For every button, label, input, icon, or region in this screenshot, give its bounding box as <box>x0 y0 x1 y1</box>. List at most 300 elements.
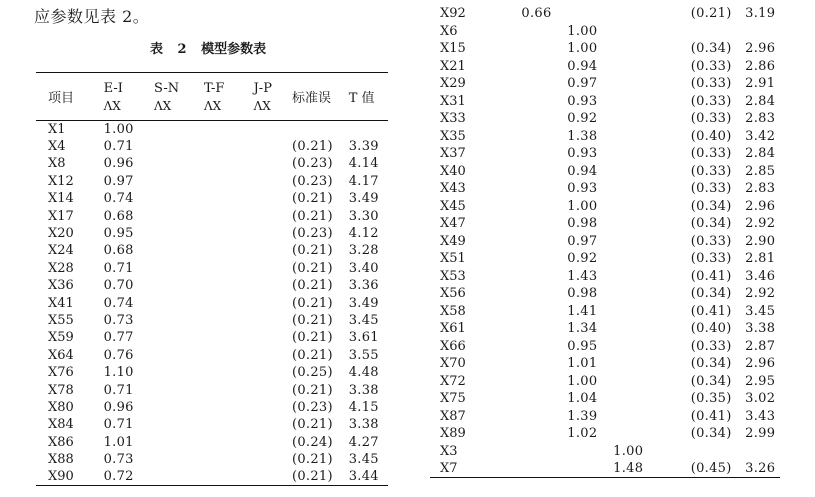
row-item: X58 <box>440 303 466 319</box>
table-row <box>36 381 388 398</box>
row-standard-error: (0.23) <box>291 156 333 172</box>
row-jp-value <box>659 320 691 338</box>
row-tf-value <box>613 145 659 163</box>
table-row <box>430 5 780 23</box>
row-t-value: 2.85 <box>745 163 776 179</box>
row-standard-error: (0.21) <box>291 417 333 433</box>
row-jp-value <box>659 390 691 408</box>
table-row <box>36 277 388 294</box>
row-ei-value <box>521 460 567 478</box>
row-sn-value: 0.97 <box>567 233 598 249</box>
row-tf-value <box>613 408 659 426</box>
header-item: 项目 <box>36 73 104 121</box>
table-row <box>36 294 388 311</box>
row-jp-value <box>659 285 691 303</box>
row-jp-value <box>659 58 691 76</box>
row-tf-value <box>204 260 254 277</box>
row-t-value: 2.96 <box>745 41 776 57</box>
row-tf-value <box>613 320 659 338</box>
row-item: X24 <box>48 243 74 259</box>
row-standard-error: (0.21) <box>291 382 333 398</box>
row-tf-value <box>204 416 254 433</box>
row-t-value: 3.38 <box>348 417 379 433</box>
row-item: X84 <box>48 417 74 433</box>
intro-text: 应参数见表 2。 <box>34 7 150 26</box>
row-ei-value: 0.97 <box>103 173 134 189</box>
row-ei-value: 0.73 <box>103 312 134 328</box>
row-ei-value: 0.70 <box>103 278 134 294</box>
row-t-value: 3.02 <box>745 391 776 407</box>
row-t-value: 2.83 <box>745 181 776 197</box>
row-jp-value <box>254 173 292 190</box>
row-standard-error: (0.33) <box>690 111 732 127</box>
row-sn-value: 1.00 <box>567 23 598 39</box>
row-standard-error <box>292 121 349 138</box>
row-t-value: 3.45 <box>348 312 379 328</box>
row-standard-error: (0.41) <box>690 408 732 424</box>
header-tf <box>204 73 254 121</box>
row-t-value: 2.87 <box>745 338 776 354</box>
row-tf-value <box>204 207 254 224</box>
row-tf-value <box>613 390 659 408</box>
row-jp-value <box>254 364 292 381</box>
row-sn-value <box>567 460 613 478</box>
row-sn-value <box>154 468 204 485</box>
table-row <box>36 364 388 381</box>
row-ei-value <box>521 303 567 321</box>
row-item: X75 <box>440 391 466 407</box>
row-jp-value <box>659 40 691 58</box>
row-t-value: 2.84 <box>745 146 776 162</box>
header-sn-top: S-N <box>153 80 180 96</box>
row-item: X87 <box>440 408 466 424</box>
row-item: X78 <box>48 382 74 398</box>
row-item: X86 <box>48 434 74 450</box>
row-standard-error: (0.33) <box>690 93 732 109</box>
row-ei-value <box>521 320 567 338</box>
header-sn-sub: ΛX <box>153 98 172 113</box>
row-tf-value <box>613 180 659 198</box>
table-row <box>430 75 780 93</box>
table-row <box>430 338 780 356</box>
row-t-value: 3.28 <box>348 243 379 259</box>
row-tf-value <box>204 434 254 451</box>
row-tf-value <box>613 233 659 251</box>
row-t-value: 2.91 <box>745 76 776 92</box>
row-standard-error: (0.34) <box>690 426 732 442</box>
table-row <box>430 233 780 251</box>
row-tf-value <box>204 225 254 242</box>
row-jp-value <box>254 155 292 172</box>
row-standard-error <box>691 443 745 461</box>
table-row <box>430 460 780 478</box>
row-item: X53 <box>440 268 466 284</box>
row-t-value: 3.49 <box>348 295 379 311</box>
row-item: X66 <box>440 338 466 354</box>
row-sn-value: 1.39 <box>567 408 598 424</box>
row-standard-error: (0.40) <box>690 128 732 144</box>
row-tf-value <box>613 58 659 76</box>
row-standard-error: (0.21) <box>291 208 333 224</box>
row-t-value: 4.17 <box>348 173 379 189</box>
row-standard-error: (0.33) <box>690 58 732 74</box>
row-ei-value: 0.72 <box>103 469 134 485</box>
table-row <box>430 128 780 146</box>
row-ei-value <box>521 163 567 181</box>
row-tf-value <box>613 215 659 233</box>
parameter-table-right <box>430 5 780 478</box>
row-tf-value <box>204 190 254 207</box>
row-tf-value <box>204 294 254 311</box>
row-jp-value <box>659 408 691 426</box>
table-row <box>430 303 780 321</box>
row-ei-value <box>521 233 567 251</box>
table-row <box>36 242 388 259</box>
row-sn-value: 1.02 <box>567 426 598 442</box>
row-t-value <box>745 443 780 461</box>
row-standard-error: (0.34) <box>690 373 732 389</box>
table-row <box>36 329 388 346</box>
row-ei-value <box>521 250 567 268</box>
row-jp-value <box>659 338 691 356</box>
row-sn-value <box>154 190 204 207</box>
row-standard-error: (0.34) <box>690 356 732 372</box>
row-t-value: 3.38 <box>348 382 379 398</box>
row-t-value: 3.36 <box>348 278 379 294</box>
row-ei-value <box>521 40 567 58</box>
row-jp-value <box>254 312 292 329</box>
row-ei-value <box>521 145 567 163</box>
row-standard-error: (0.23) <box>291 173 333 189</box>
row-ei-value <box>521 268 567 286</box>
row-jp-value <box>659 128 691 146</box>
row-sn-value <box>154 138 204 155</box>
row-ei-value <box>521 373 567 391</box>
row-t-value: 3.19 <box>745 6 776 22</box>
row-ei-value <box>521 408 567 426</box>
row-standard-error: (0.25) <box>291 365 333 381</box>
row-t-value: 3.44 <box>348 469 379 485</box>
row-t-value: 4.15 <box>348 399 379 415</box>
table-row <box>430 198 780 216</box>
row-jp-value <box>254 347 292 364</box>
table-row <box>36 121 388 138</box>
row-standard-error: (0.41) <box>690 268 732 284</box>
row-item: X12 <box>48 173 74 189</box>
row-ei-value: 0.71 <box>103 417 134 433</box>
row-sn-value: 1.00 <box>567 373 598 389</box>
row-tf-value <box>613 250 659 268</box>
header-tf-sub: ΛX <box>203 98 222 113</box>
row-jp-value <box>254 277 292 294</box>
row-sn-value: 1.34 <box>567 321 598 337</box>
row-ei-value: 0.77 <box>103 330 134 346</box>
table-row <box>36 155 388 172</box>
row-standard-error: (0.21) <box>291 452 333 468</box>
row-t-value: 3.49 <box>348 191 379 207</box>
row-ei-value <box>521 180 567 198</box>
row-item: X8 <box>48 156 66 172</box>
row-ei-value: 0.95 <box>103 226 134 242</box>
right-table-body <box>430 5 780 478</box>
row-ei-value: 0.68 <box>103 243 134 259</box>
row-t-value: 3.30 <box>348 208 379 224</box>
row-item: X88 <box>48 452 74 468</box>
row-t-value: 4.12 <box>348 226 379 242</box>
row-tf-value: 1.48 <box>613 461 644 476</box>
row-tf-value <box>204 329 254 346</box>
row-t-value: 3.46 <box>745 268 776 284</box>
row-standard-error: (0.33) <box>690 76 732 92</box>
row-item: X55 <box>48 312 74 328</box>
row-t-value: 3.55 <box>348 347 379 363</box>
row-item: X43 <box>440 181 466 197</box>
table-row <box>36 434 388 451</box>
row-ei-value <box>521 128 567 146</box>
row-sn-value: 0.98 <box>567 216 598 232</box>
row-t-value: 2.84 <box>745 93 776 109</box>
row-jp-value <box>659 303 691 321</box>
row-standard-error: (0.24) <box>291 434 333 450</box>
row-ei-value: 1.10 <box>103 365 134 381</box>
row-item: X4 <box>48 139 66 155</box>
row-ei-value: 0.71 <box>103 260 134 276</box>
row-sn-value: 0.95 <box>567 338 598 354</box>
row-item: X72 <box>440 373 466 389</box>
table-row <box>430 145 780 163</box>
row-t-value: 3.61 <box>348 330 379 346</box>
row-standard-error: (0.33) <box>690 163 732 179</box>
table-row <box>36 468 388 485</box>
row-ei-value: 0.68 <box>103 208 134 224</box>
row-item: X64 <box>48 347 74 363</box>
row-standard-error: (0.33) <box>690 233 732 249</box>
row-tf-value <box>204 242 254 259</box>
row-t-value: 2.95 <box>745 373 776 389</box>
row-ei-value: 1.01 <box>103 434 134 450</box>
row-standard-error: (0.23) <box>291 399 333 415</box>
row-item: X90 <box>48 469 74 485</box>
row-tf-value <box>613 355 659 373</box>
row-tf-value <box>204 138 254 155</box>
row-tf-value <box>204 381 254 398</box>
row-sn-value <box>154 434 204 451</box>
table-row <box>430 23 780 41</box>
row-t-value: 3.43 <box>745 408 776 424</box>
header-se: 标准误 <box>292 73 349 121</box>
row-ei-value <box>521 93 567 111</box>
row-item: X20 <box>48 226 74 242</box>
header-ei-top: E-I <box>103 80 123 96</box>
row-ei-value: 0.96 <box>103 156 134 172</box>
row-jp-value <box>659 215 691 233</box>
table-row <box>430 110 780 128</box>
row-sn-value: 0.92 <box>567 251 598 267</box>
row-standard-error: (0.33) <box>690 181 732 197</box>
table-row <box>430 93 780 111</box>
row-ei-value <box>521 338 567 356</box>
row-ei-value <box>521 198 567 216</box>
row-tf-value <box>204 121 254 138</box>
row-item: X37 <box>440 146 466 162</box>
row-standard-error <box>691 23 745 41</box>
row-ei-value: 0.66 <box>521 6 552 22</box>
row-sn-value: 0.93 <box>567 93 598 109</box>
row-standard-error: (0.21) <box>291 278 333 294</box>
row-jp-value <box>254 207 292 224</box>
row-sn-value: 1.00 <box>567 198 598 214</box>
row-ei-value <box>521 110 567 128</box>
row-tf-value <box>613 163 659 181</box>
row-ei-value: 0.73 <box>103 452 134 468</box>
row-standard-error: (0.40) <box>690 321 732 337</box>
row-jp-value <box>254 451 292 468</box>
row-sn-value <box>154 121 204 138</box>
row-tf-value <box>613 373 659 391</box>
header-jp-sub: ΛX <box>253 98 271 113</box>
row-standard-error: (0.21) <box>291 243 333 259</box>
row-sn-value <box>567 443 613 461</box>
row-tf-value <box>204 173 254 190</box>
row-standard-error: (0.33) <box>690 251 732 267</box>
row-sn-value <box>567 5 613 23</box>
row-tf-value <box>204 312 254 329</box>
row-item: X17 <box>48 208 74 224</box>
row-item: X76 <box>48 365 74 381</box>
table-caption: 表 2 模型参数表 <box>150 42 267 57</box>
row-standard-error: (0.33) <box>690 338 732 354</box>
row-jp-value <box>254 260 292 277</box>
row-standard-error: (0.45) <box>690 461 732 476</box>
row-jp-value <box>659 373 691 391</box>
row-tf-value <box>613 128 659 146</box>
row-item: X3 <box>440 443 458 459</box>
row-tf-value <box>613 110 659 128</box>
row-t-value: 3.45 <box>348 452 379 468</box>
row-sn-value: 0.94 <box>567 163 598 179</box>
table-row <box>36 347 388 364</box>
table-row <box>430 373 780 391</box>
row-standard-error: (0.21) <box>291 312 333 328</box>
row-jp-value <box>659 145 691 163</box>
row-item: X49 <box>440 233 466 249</box>
row-item: X80 <box>48 399 74 415</box>
table-row <box>430 443 780 461</box>
row-sn-value <box>154 260 204 277</box>
row-jp-value <box>254 242 292 259</box>
row-sn-value <box>154 277 204 294</box>
table-row <box>430 425 780 443</box>
row-sn-value <box>154 294 204 311</box>
row-tf-value <box>204 277 254 294</box>
row-sn-value <box>154 225 204 242</box>
table-row <box>36 399 388 416</box>
row-ei-value: 0.71 <box>103 139 134 155</box>
row-sn-value: 0.98 <box>567 286 598 302</box>
row-jp-value <box>659 355 691 373</box>
row-tf-value <box>613 198 659 216</box>
row-jp-value <box>659 233 691 251</box>
row-item: X41 <box>48 295 74 311</box>
row-standard-error: (0.21) <box>291 260 333 276</box>
row-sn-value: 0.93 <box>567 181 598 197</box>
parameter-table-left <box>36 72 388 486</box>
row-sn-value: 1.38 <box>567 128 598 144</box>
row-jp-value <box>659 268 691 286</box>
table-row <box>430 180 780 198</box>
row-tf-value <box>204 347 254 364</box>
row-tf-value <box>613 5 659 23</box>
row-t-value: 4.48 <box>348 365 379 381</box>
row-item: X28 <box>48 260 74 276</box>
row-ei-value <box>521 390 567 408</box>
row-item: X47 <box>440 216 466 232</box>
row-t-value: 3.38 <box>745 321 776 337</box>
table-row <box>430 40 780 58</box>
row-t-value: 3.39 <box>348 139 379 155</box>
row-item: X35 <box>440 128 466 144</box>
row-item: X70 <box>440 356 466 372</box>
row-sn-value <box>154 347 204 364</box>
row-item: X40 <box>440 163 466 179</box>
table-row <box>430 215 780 233</box>
row-sn-value: 0.94 <box>567 58 598 74</box>
table-header-row <box>36 73 388 121</box>
row-ei-value: 0.74 <box>103 295 134 311</box>
row-item: X59 <box>48 330 74 346</box>
row-item: X15 <box>440 41 466 57</box>
row-item: X92 <box>440 6 466 22</box>
row-jp-value <box>659 110 691 128</box>
row-jp-value <box>659 460 691 478</box>
row-ei-value: 0.76 <box>103 347 134 363</box>
row-tf-value <box>204 364 254 381</box>
row-ei-value <box>521 58 567 76</box>
row-sn-value: 1.00 <box>567 41 598 57</box>
table-row <box>36 207 388 224</box>
row-ei-value <box>521 23 567 41</box>
row-sn-value <box>154 207 204 224</box>
row-sn-value <box>154 155 204 172</box>
row-jp-value <box>254 329 292 346</box>
row-standard-error: (0.34) <box>690 41 732 57</box>
row-jp-value <box>659 250 691 268</box>
header-jp <box>254 73 292 121</box>
row-standard-error: (0.34) <box>690 216 732 232</box>
row-standard-error: (0.21) <box>291 295 333 311</box>
row-t-value: 2.81 <box>745 251 776 267</box>
row-ei-value <box>521 355 567 373</box>
header-jp-top: J-P <box>253 80 272 96</box>
row-jp-value <box>659 425 691 443</box>
table-row <box>430 320 780 338</box>
row-ei-value: 0.96 <box>103 399 134 415</box>
row-sn-value: 1.43 <box>567 268 598 284</box>
row-standard-error: (0.23) <box>291 226 333 242</box>
row-jp-value <box>254 138 292 155</box>
row-standard-error: (0.34) <box>690 198 732 214</box>
row-item: X33 <box>440 111 466 127</box>
row-sn-value <box>154 399 204 416</box>
row-tf-value <box>613 93 659 111</box>
row-item: X31 <box>440 93 466 109</box>
row-tf-value <box>613 40 659 58</box>
row-item: X61 <box>440 321 466 337</box>
row-sn-value: 1.41 <box>567 303 598 319</box>
row-tf-value <box>613 23 659 41</box>
row-sn-value: 1.04 <box>567 391 598 407</box>
row-t-value: 3.42 <box>745 128 776 144</box>
